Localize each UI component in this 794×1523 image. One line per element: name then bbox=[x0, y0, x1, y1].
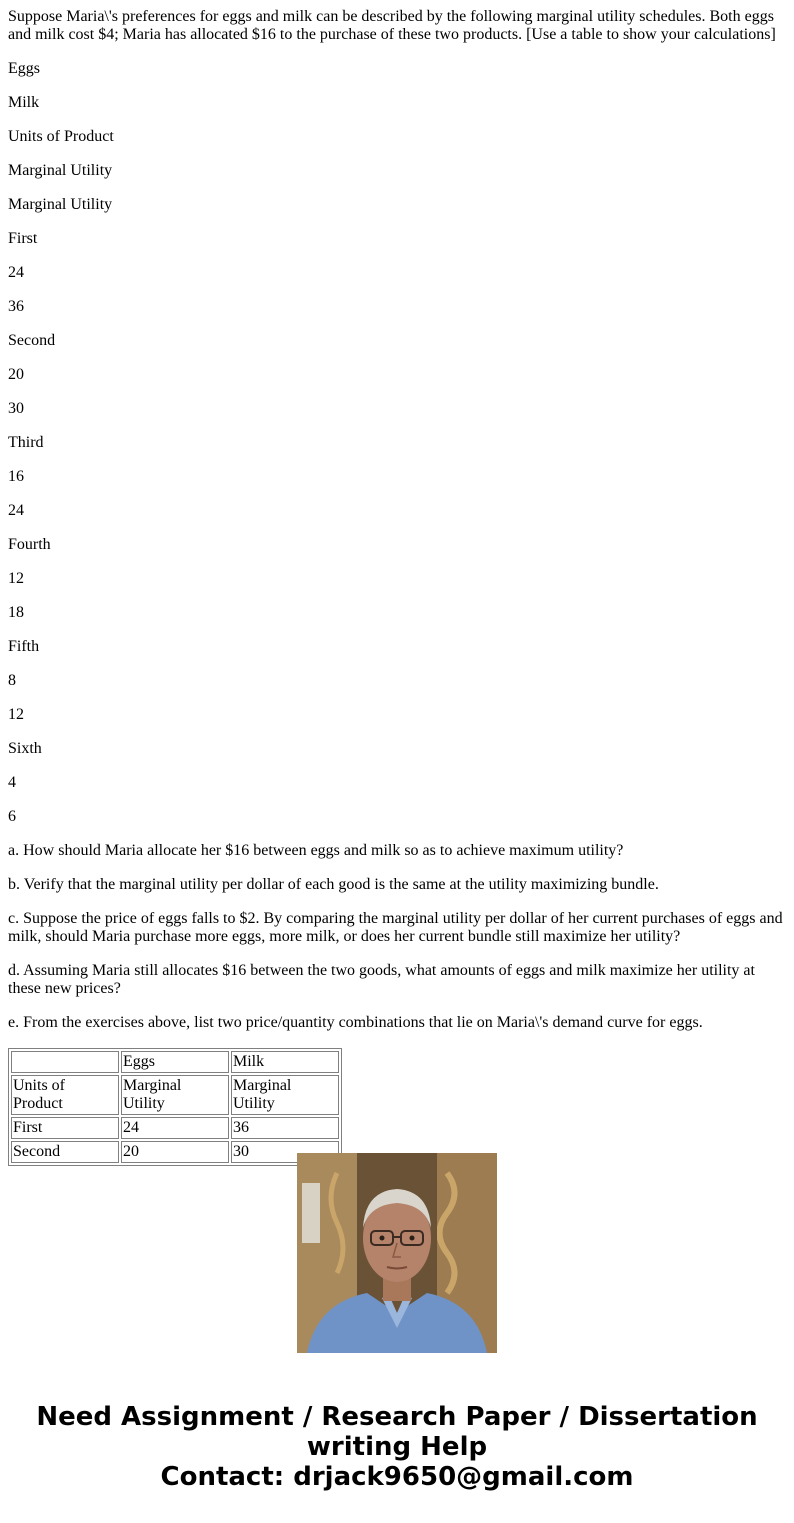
question-content bbox=[8, 8, 786, 1160]
flat-line: Units of Product bbox=[8, 128, 114, 145]
flat-line: 24 bbox=[8, 502, 24, 519]
flat-line: Second bbox=[8, 332, 56, 349]
table-row bbox=[11, 1141, 339, 1163]
table-row bbox=[11, 1051, 339, 1073]
flat-line: Milk bbox=[8, 94, 40, 111]
question-part-e: e. From the exercises above, list two price/quantity combinations that lie on Maria\'s demand curve for eggs. bbox=[8, 1014, 703, 1031]
flat-line: 30 bbox=[8, 400, 24, 417]
question-part-d: d. Assuming Maria still allocates $16 between the two goods, what amounts of eggs and milk maximize her utility at these new prices? bbox=[8, 962, 755, 997]
flat-line: 36 bbox=[8, 298, 24, 315]
flat-line: 8 bbox=[8, 672, 16, 689]
flat-line: Third bbox=[8, 434, 44, 451]
flat-line: Eggs bbox=[8, 60, 40, 77]
tutor-avatar bbox=[297, 1153, 497, 1353]
table-cell: First bbox=[11, 1117, 119, 1139]
flat-line: 12 bbox=[8, 706, 24, 723]
table-cell: 20 bbox=[121, 1141, 229, 1163]
table-cell bbox=[11, 1051, 119, 1073]
promo-line: writing Help bbox=[306, 1432, 488, 1462]
table-cell: 30 bbox=[231, 1141, 339, 1163]
table-cell: Marginal Utility bbox=[231, 1075, 339, 1115]
flat-line: Fourth bbox=[8, 536, 51, 553]
flat-line: Fifth bbox=[8, 638, 40, 655]
promo-line: Need Assignment / Research Paper / Dissertation bbox=[36, 1402, 758, 1432]
flat-line: 12 bbox=[8, 570, 24, 587]
flat-line: Marginal Utility bbox=[8, 196, 113, 213]
flat-line: 18 bbox=[8, 604, 24, 621]
table-row bbox=[11, 1117, 339, 1139]
table-cell: Marginal Utility bbox=[121, 1075, 229, 1115]
table-cell: 36 bbox=[231, 1117, 339, 1139]
question-intro: Suppose Maria\'s preferences for eggs and milk can be described by the following marginal utility schedules. Both eggs and milk cost $4; Maria has allocated $16 to the purchase of these two products. [Use a table to show your calculations] bbox=[8, 8, 776, 43]
flat-line: 4 bbox=[8, 774, 16, 791]
table-cell: Second bbox=[11, 1141, 119, 1163]
table-cell: Milk bbox=[231, 1051, 339, 1073]
flat-line: 6 bbox=[8, 808, 16, 825]
table-cell: 24 bbox=[121, 1117, 229, 1139]
question-part-a: a. How should Maria allocate her $16 between eggs and milk so as to achieve maximum utility? bbox=[8, 842, 624, 859]
question-part-b: b. Verify that the marginal utility per dollar of each good is the same at the utility maximizing bundle. bbox=[8, 876, 659, 893]
flat-line: 20 bbox=[8, 366, 24, 383]
flat-line: Sixth bbox=[8, 740, 42, 757]
question-part-c: c. Suppose the price of eggs falls to $2. By comparing the marginal utility per dollar of her current purchases of eggs and milk, should Maria purchase more eggs, more milk, or does her current bundle still maximize her utility? bbox=[8, 910, 783, 945]
tutor-portrait-image bbox=[297, 1153, 497, 1353]
promo-contact: Contact: drjack9650@gmail.com bbox=[160, 1462, 634, 1492]
table-cell: Units of Product bbox=[11, 1075, 119, 1115]
table-row bbox=[11, 1075, 339, 1115]
promo-banner bbox=[0, 1402, 794, 1492]
flat-line: First bbox=[8, 230, 38, 247]
flat-line: 24 bbox=[8, 264, 24, 281]
table-cell: Eggs bbox=[121, 1051, 229, 1073]
flat-line: 16 bbox=[8, 468, 24, 485]
flat-line: Marginal Utility bbox=[8, 162, 113, 179]
marginal-utility-table bbox=[8, 1048, 342, 1166]
